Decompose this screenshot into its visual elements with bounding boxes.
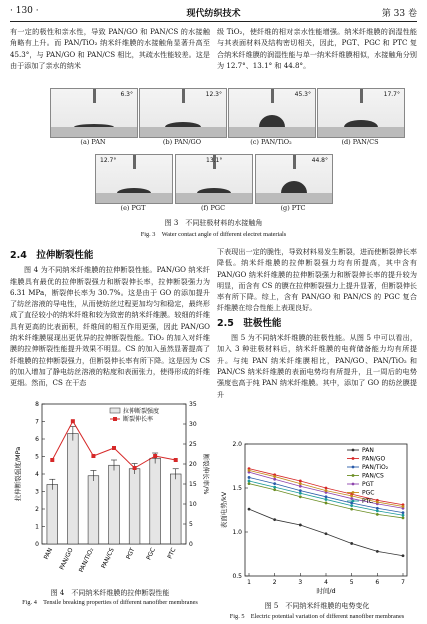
y2-axis-label: 断裂伸长率/% — [202, 453, 210, 495]
bar — [150, 458, 161, 544]
series-marker — [325, 532, 328, 535]
figure-4-chart — [10, 394, 210, 594]
legend-label: PTC — [362, 498, 374, 505]
series-marker — [248, 469, 251, 472]
panel-label: (g) PTC — [280, 204, 306, 212]
angle-value: 6.3° — [120, 91, 133, 98]
series-marker — [402, 511, 405, 514]
series-marker — [350, 504, 353, 507]
top-left-text-block — [10, 26, 210, 82]
figure-3-caption-en: Fig. 3 Water contact angle of different electret materials — [140, 231, 287, 238]
droplet — [281, 181, 307, 193]
needle — [182, 89, 185, 103]
journal-title: 现代纺织技术 — [186, 9, 241, 19]
bar — [88, 476, 99, 544]
legend-label: PGT — [362, 481, 374, 488]
legend-label: PAN/TiO₂ — [362, 464, 389, 471]
legend-label: PGC — [362, 489, 375, 497]
y-tick-label: 1.5 — [232, 485, 242, 492]
x-tick-label: 4 — [324, 579, 328, 586]
y-tick-label: 0.5 — [232, 573, 242, 580]
series-marker — [376, 507, 379, 510]
figure-3-caption-cn: 图 3 不同驻极材料的水接触角 — [164, 219, 263, 227]
x-tick-label: 2 — [272, 579, 277, 586]
needle — [133, 155, 136, 169]
y2-tick-label: 35 — [189, 401, 197, 408]
legend-label: PAN — [362, 447, 374, 454]
paragraph: 下表现出一定的脆性，导致材料易发生断裂，进而使断裂伸长率降低。纳米纤维膜的拉伸断裂强力均有所提高，其中含有 PAN/GO 纳米纤维膜的拉伸断裂强力和断裂伸长率的提升较为明显，而含有 CS 的膜在拉伸断裂强力上提升显著，但断裂伸长率有所下降。综上，含有 PAN/GO 和 PAN/CS 的 PGC 复合纤维膜在综合性能上表现良好。 — [217, 247, 417, 313]
legend-line-marker — [113, 417, 117, 421]
series-marker — [402, 505, 405, 508]
series-marker — [376, 501, 379, 504]
series-marker — [273, 482, 276, 485]
section-heading: 2.4 拉伸断裂性能 — [10, 250, 94, 261]
series-marker — [248, 482, 251, 485]
angle-value: 17.7° — [383, 91, 400, 98]
bar — [129, 469, 140, 544]
panel-label: (c) PAN/TiO₂ — [250, 138, 292, 146]
y-tick-label: 3 — [35, 488, 39, 496]
y-tick-label: 2.0 — [232, 441, 242, 448]
elongation-marker — [71, 419, 75, 423]
panel-label: (a) PAN — [80, 138, 106, 146]
contact-angle-image-e — [95, 154, 173, 204]
series-marker — [273, 478, 276, 481]
paragraph: 有一定的极性和亲水性，导致 PAN/GO 和 PAN/CS 的水接触角略有上升。而 PAN/TiO₂ 纳米纤维膜的水接触角显著升高至 45.3°，与 PAN/GO 和 PAN/CS 相比，其疏水性能较差。这是由于添加了亲水的纳米 — [10, 27, 210, 70]
legend-marker — [352, 457, 355, 460]
series-marker — [248, 480, 251, 483]
substrate — [229, 127, 315, 137]
contact-angle-image-f — [175, 154, 253, 204]
figure-5-chart — [217, 440, 417, 602]
series-marker — [350, 508, 353, 511]
figure-4-caption-en: Fig. 4 Tensile breaking properties of different nanofiber membranes — [22, 599, 198, 606]
y2-tick-label: 15 — [189, 481, 197, 488]
x-axis-label: 时间/d — [316, 587, 336, 595]
series-marker — [325, 495, 328, 498]
legend-marker — [352, 466, 355, 469]
series-marker — [299, 524, 302, 527]
paragraph: 图 4 为不同纳米纤维膜的拉伸断裂性能。PAN/GO 纳米纤维膜具有最优的拉伸断裂强力和断裂伸长率，拉伸断裂强力为 6.31 MPa，断裂伸长率为 30.7%。这是由于 GO 的添加提升了纺丝溶液的导电性，从而使纺丝过程更加均匀和稳定，最终形成了直径较小的纳米纤维和较为致密的纳米纤维膜。较细的纤维具有更高的比表面积，纤维间的相互作用更强，因此 PAN/GO 纳米纤维膜展现出更优异的拉伸断裂性能。TiO₂ 的加入对纤维膜的拉伸断裂性能提升效果不明显。CS 的加入虽然显著提高了纤维膜的拉伸断裂强力，但断裂伸长率有所下降。这是因为 CS 的加入增加了静电纺丝溶液的粘度和表面张力，使得形成的纤维更细。然而，CS 在干态 — [10, 265, 210, 388]
panel-label: (f) PGC — [200, 204, 226, 212]
angle-value: 12.3° — [205, 91, 222, 98]
y-tick-label: 8 — [35, 401, 39, 408]
y2-tick-label: 5 — [189, 521, 193, 528]
paragraph: 级 TiO₂，使纤维的相对亲水性能增强。纳米纤维膜的润湿性能与其表面材料及结构密切相关，因此，PGT、PGC 和 PTC 复合纳米纤维膜的润湿性能与单一纳米纤维膜相似，水接触角分别为 12.7°、13.1° 和 44.8°。 — [217, 27, 417, 70]
needle — [293, 155, 296, 169]
page-header — [10, 6, 417, 20]
y-axis-label: 表面电势/kV — [220, 491, 228, 529]
series-marker — [402, 514, 405, 517]
panel-label: (d) PAN/CS — [341, 138, 379, 146]
contact-angle-image-c — [228, 88, 316, 138]
y2-tick-label: 20 — [189, 461, 197, 468]
x-tick-label: PGC — [145, 546, 157, 562]
series-marker — [299, 482, 302, 485]
angle-value: 13.1° — [206, 157, 223, 164]
x-tick-label: PGT — [125, 546, 137, 561]
series-marker — [299, 495, 302, 498]
legend-label: PAN/CS — [362, 472, 384, 480]
bar — [68, 434, 79, 544]
y-tick-label: 0 — [35, 541, 39, 548]
series-marker — [376, 509, 379, 512]
needle — [93, 89, 96, 103]
series-marker — [248, 476, 251, 479]
series-marker — [248, 508, 251, 511]
x-tick-label: PAN/GO — [58, 546, 75, 571]
volume-label: 第 33 卷 — [381, 9, 417, 19]
elongation-marker — [174, 458, 178, 462]
contact-angle-image-b — [139, 88, 227, 138]
series-marker — [325, 502, 328, 505]
x-tick-label: PAN — [42, 546, 55, 561]
x-tick-label: 3 — [298, 579, 303, 586]
y-axis-label: 拉伸断裂强度/MPa — [14, 446, 22, 502]
top-right-text-block — [217, 26, 417, 82]
contact-angle-image-a — [50, 88, 138, 138]
angle-value: 44.8° — [311, 157, 328, 164]
x-tick-label: 1 — [247, 579, 251, 586]
angle-value: 12.7° — [100, 157, 117, 164]
substrate — [176, 193, 252, 203]
figure-5-caption-cn: 图 5 不同纳米纤维膜的电势变化 — [264, 602, 370, 610]
substrate — [256, 193, 332, 203]
substrate — [140, 127, 226, 137]
y2-tick-label: 25 — [189, 441, 197, 448]
elongation-marker — [91, 454, 95, 458]
series-marker — [402, 554, 405, 557]
y-tick-label: 5 — [35, 453, 39, 461]
legend-marker — [352, 483, 355, 486]
y-tick-label: 4 — [35, 471, 39, 478]
x-tick-label: 7 — [401, 579, 405, 586]
panel-label: (e) PGT — [120, 204, 146, 212]
contact-angle-image-g — [255, 154, 333, 204]
x-tick-label: PTC — [166, 546, 178, 560]
bar — [109, 465, 120, 544]
series-marker — [325, 489, 328, 492]
y-tick-label: 6 — [35, 436, 39, 443]
contact-angle-image-d — [317, 88, 405, 138]
droplet — [344, 120, 378, 127]
elongation-marker — [153, 454, 157, 458]
elongation-marker — [112, 446, 116, 450]
y-tick-label: 1 — [35, 523, 39, 531]
needle — [271, 89, 274, 103]
series-line — [249, 477, 403, 512]
x-tick-label: 6 — [375, 579, 380, 586]
y-tick-label: 1.0 — [232, 529, 242, 536]
x-tick-label: 5 — [349, 579, 354, 586]
panel-label: (b) PAN/GO — [162, 138, 202, 146]
series-marker — [325, 498, 328, 501]
x-tick-label: PAN/TiO₂ — [77, 546, 96, 574]
series-marker — [350, 542, 353, 545]
elongation-marker — [50, 458, 54, 462]
substrate — [96, 193, 172, 203]
series-marker — [299, 492, 302, 495]
section-2-4 — [10, 246, 210, 391]
y2-tick-label: 10 — [189, 501, 197, 508]
legend-label: PAN/GO — [362, 455, 386, 463]
series-marker — [325, 487, 328, 490]
series-marker — [273, 486, 276, 489]
legend-bar-label: 拉伸断裂强度 — [123, 408, 160, 415]
series-marker — [273, 475, 276, 478]
bar — [170, 474, 181, 544]
needle — [360, 89, 363, 103]
header-rule — [10, 21, 417, 22]
series-marker — [273, 488, 276, 491]
series-marker — [273, 518, 276, 521]
legend-marker — [352, 474, 355, 477]
x-tick-label: PAN/CS — [100, 546, 116, 570]
legend-bar-swatch — [110, 408, 120, 413]
series-marker — [402, 517, 405, 520]
y2-tick-label: 30 — [189, 421, 197, 428]
bar — [47, 485, 58, 545]
y-tick-label: 2 — [35, 506, 39, 513]
y2-tick-label: 0 — [189, 541, 193, 548]
legend-marker — [352, 500, 355, 503]
substrate — [318, 127, 404, 137]
series-marker — [350, 497, 353, 500]
series-marker — [299, 480, 302, 483]
legend-line-label: 断裂伸长率 — [123, 416, 154, 423]
legend-marker — [352, 449, 355, 452]
figure-4-caption-cn: 图 4 不同纳米纤维膜的拉伸断裂性能 — [50, 589, 170, 597]
y-tick-label: 7 — [35, 418, 39, 426]
series-marker — [299, 485, 302, 488]
angle-value: 45.3° — [294, 91, 311, 98]
series-marker — [376, 550, 379, 553]
series-marker — [299, 489, 302, 492]
figure-5-caption-en: Fig. 5 Electric potential variation of different nanofiber membranes — [229, 613, 405, 620]
page-number: · 130 · — [10, 6, 39, 16]
substrate — [51, 127, 137, 137]
legend-marker — [352, 491, 355, 494]
series-marker — [376, 513, 379, 516]
section-heading: 2.5 驻极性能 — [217, 317, 282, 329]
series-marker — [350, 495, 353, 498]
paragraph: 图 5 为不同纳米纤维膜的驻极性能。从图 5 中可以看出，加入 3 种驻极材料后，纳米纤维膜的电荷储备能力均有所提升。与纯 PAN 纳米纤维膜相比，PAN/GO、PAN/TiO₂ 和 PAN/CS 纳米纤维膜的表面电势均有所提升，且一周后的电势强度也高于纯 PAN 纳米纤维膜。其中，添加了 GO 的纺丝膜提升 — [217, 333, 417, 399]
elongation-marker — [133, 466, 137, 470]
droplet — [259, 115, 285, 127]
